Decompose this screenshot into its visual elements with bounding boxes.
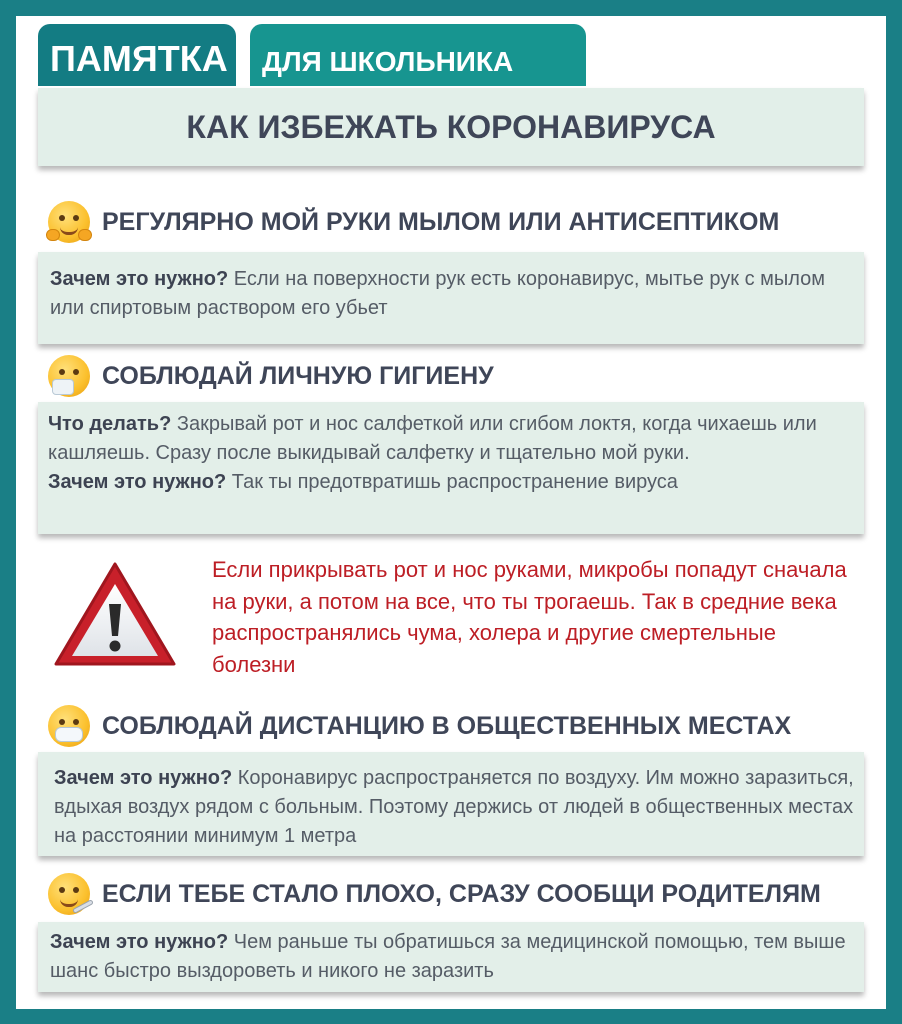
hugging-face-icon bbox=[48, 201, 90, 243]
warning-triangle-icon bbox=[52, 560, 178, 670]
card-label: Зачем это нужно? bbox=[48, 471, 227, 493]
page-title: КАК ИЗБЕЖАТЬ КОРОНАВИРУСА bbox=[38, 88, 864, 166]
tab-for-student: ДЛЯ ШКОЛЬНИКА bbox=[250, 24, 586, 86]
section-card-distance bbox=[38, 752, 864, 856]
section-card-tell-parents bbox=[38, 922, 864, 992]
card-paragraph bbox=[50, 928, 854, 986]
card-text: Если на поверхности рук есть коронавирус, мытье рук с мылом или спиртовым раствором его убьет bbox=[50, 268, 826, 319]
card-paragraph bbox=[48, 468, 854, 497]
section-heading-text: СОБЛЮДАЙ ЛИЧНУЮ ГИГИЕНУ bbox=[102, 361, 494, 390]
card-label: Зачем это нужно? bbox=[50, 931, 229, 953]
card-text: Так ты предотвратишь распространение вируса bbox=[226, 471, 678, 493]
card-label: Зачем это нужно? bbox=[50, 268, 229, 290]
section-heading-text: СОБЛЮДАЙ ДИСТАНЦИЮ В ОБЩЕСТВЕННЫХ МЕСТАХ bbox=[102, 711, 792, 740]
card-paragraph bbox=[48, 410, 854, 468]
mask-face-icon bbox=[48, 705, 90, 747]
thermometer-face-icon bbox=[48, 873, 90, 915]
card-label: Зачем это нужно? bbox=[54, 767, 233, 789]
card-text: Чем раньше ты обратишься за медицинской помощью, тем выше шанс быстро выздороветь и никого не заразить bbox=[50, 931, 846, 982]
section-heading-tell-parents bbox=[48, 870, 821, 918]
card-paragraph bbox=[54, 764, 854, 851]
warning-text: Если прикрывать рот и нос руками, микробы попадут сначала на руки, а потом на все, что ты трогаешь. Так в средние века распространялись чума, холера и другие смертельные болезни bbox=[212, 557, 847, 677]
section-heading-text: ЕСЛИ ТЕБЕ СТАЛО ПЛОХО, СРАЗУ СООБЩИ РОДИТЕЛЯМ bbox=[102, 879, 821, 908]
section-heading-wash-hands bbox=[48, 198, 779, 246]
card-text: Закрывай рот и нос салфеткой или сгибом локтя, когда чихаешь или кашляешь. Сразу после выкидывай салфетку и тщательно мой руки. bbox=[48, 413, 817, 464]
card-text: Коронавирус распространяется по воздуху. Им можно заразиться, вдыхая воздух рядом с больным. Поэтому держись от людей в общественных местах на расстоянии минимум 1 метра bbox=[54, 767, 854, 847]
section-card-wash-hands bbox=[38, 252, 864, 344]
section-heading-distance bbox=[48, 702, 791, 750]
section-heading-hygiene bbox=[48, 352, 494, 400]
card-label: Что делать? bbox=[48, 413, 172, 435]
tab-pamyatka: ПАМЯТКА bbox=[38, 24, 236, 86]
card-paragraph bbox=[50, 265, 854, 323]
section-heading-text: РЕГУЛЯРНО МОЙ РУКИ МЫЛОМ ИЛИ АНТИСЕПТИКОМ bbox=[102, 207, 780, 236]
sneezing-face-icon bbox=[48, 355, 90, 397]
section-card-hygiene bbox=[38, 402, 864, 534]
